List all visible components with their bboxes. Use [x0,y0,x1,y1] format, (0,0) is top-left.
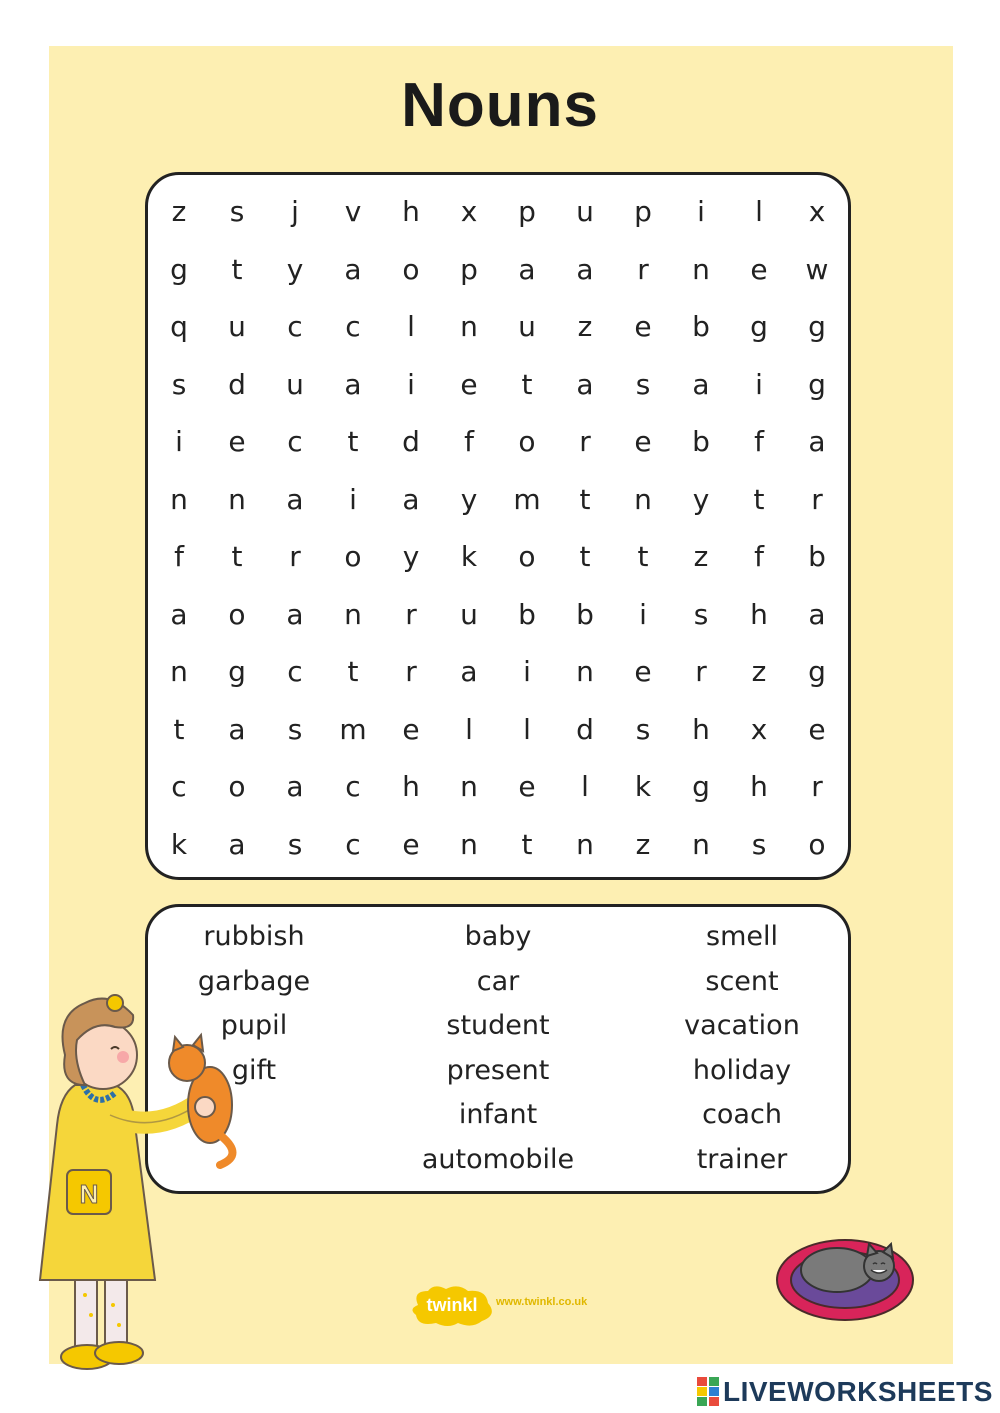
word-list-item: scent [705,965,779,997]
grid-letter[interactable]: m [339,712,367,746]
grid-letter[interactable]: t [753,482,765,516]
grid-letter[interactable]: d [576,712,594,746]
word-list-item: rubbish [203,921,305,952]
grid-letter[interactable]: t [231,252,243,286]
grid-letter[interactable]: a [344,367,362,401]
grid-letter[interactable]: h [402,770,420,804]
grid-letter[interactable]: g [808,310,826,344]
grid-letter[interactable]: x [750,712,768,746]
grid-letter[interactable]: z [635,827,651,861]
grid-letter[interactable]: j [291,195,299,229]
grid-letter[interactable]: a [808,425,826,459]
grid-letter[interactable]: n [692,827,710,861]
grid-letter[interactable]: t [347,655,359,689]
grid-letter[interactable]: r [695,655,707,689]
liveworksheets-icon [697,1377,719,1407]
grid-letter[interactable]: y [692,482,710,516]
word-list-item: gift [231,1054,277,1086]
word-search-grid[interactable] [150,183,846,873]
word-list-item: automobile [421,1143,575,1175]
grid-letter[interactable]: k [170,827,188,861]
grid-letter[interactable]: c [287,425,303,459]
grid-letter[interactable]: o [518,425,536,459]
grid-letter[interactable]: g [692,770,710,804]
grid-letter[interactable]: r [811,770,823,804]
word-list-item: car [476,965,520,997]
grid-letter[interactable]: p [518,195,536,229]
grid-letter[interactable]: a [576,252,594,286]
grid-letter[interactable]: f [174,540,184,574]
grid-letter[interactable]: n [692,252,710,286]
grid-letter[interactable]: n [228,482,246,516]
word-list-item: present [446,1054,550,1086]
liveworksheets-watermark[interactable] [697,1376,993,1408]
grid-letter[interactable]: u [286,367,304,401]
grid-letter[interactable]: n [634,482,652,516]
grid-letter[interactable]: i [523,655,531,689]
grid-letter[interactable]: c [287,310,303,344]
grid-letter[interactable]: n [460,827,478,861]
grid-letter[interactable]: e [634,310,652,344]
grid-letter[interactable]: o [518,540,536,574]
grid-letter[interactable]: n [170,655,188,689]
grid-letter[interactable]: w [805,252,829,286]
grid-letter[interactable]: c [171,770,187,804]
grid-letter[interactable]: a [460,655,478,689]
liveworksheets-text: LIVEWORKSHEETS [723,1376,993,1407]
twinkl-url[interactable]: www.twinkl.co.uk [496,1296,588,1308]
grid-letter[interactable]: y [402,540,420,574]
grid-letter[interactable]: e [634,655,652,689]
grid-letter[interactable]: r [405,597,417,631]
grid-letter[interactable]: x [808,195,826,229]
grid-letter[interactable]: g [228,655,246,689]
grid-letter[interactable]: z [577,310,593,344]
page-title: Nouns [401,71,599,140]
grid-letter[interactable]: l [581,770,589,804]
grid-letter[interactable]: y [460,482,478,516]
grid-letter[interactable]: z [693,540,709,574]
grid-letter[interactable]: u [460,597,478,631]
grid-letter[interactable]: e [634,425,652,459]
grid-letter[interactable]: e [228,425,246,459]
word-list-column-3 [622,915,862,1182]
grid-letter[interactable]: n [576,655,594,689]
twinkl-logo-text: twinkl [426,1295,478,1315]
grid-letter[interactable]: f [754,425,764,459]
grid-letter[interactable]: h [402,195,420,229]
grid-letter[interactable]: c [287,655,303,689]
grid-letter[interactable]: n [170,482,188,516]
grid-letter[interactable]: o [228,597,246,631]
grid-letter[interactable]: q [170,310,188,344]
word-list-item: student [446,1010,550,1041]
grid-letter[interactable]: t [347,425,359,459]
grid-letter[interactable]: u [518,310,536,344]
grid-letter[interactable]: e [808,712,826,746]
grid-letter[interactable]: n [576,827,594,861]
grid-letter[interactable]: t [579,482,591,516]
grid-letter[interactable]: n [344,597,362,631]
grid-letter[interactable]: s [635,712,651,746]
grid-letter[interactable]: i [639,597,647,631]
grid-letter[interactable]: k [460,540,478,574]
grid-letter[interactable]: t [521,367,533,401]
grid-letter[interactable]: r [289,540,301,574]
grid-letter[interactable]: i [407,367,415,401]
grid-letter[interactable]: b [576,597,594,631]
word-list-item: trainer [696,1143,788,1175]
grid-letter[interactable]: b [518,597,536,631]
grid-letter[interactable]: h [750,770,768,804]
grid-letter[interactable]: d [228,367,246,401]
grid-letter[interactable]: f [464,425,474,459]
grid-letter[interactable]: a [286,482,304,516]
grid-letter[interactable]: r [811,482,823,516]
grid-letter[interactable]: a [228,712,246,746]
grid-letter[interactable]: f [754,540,764,574]
grid-letter[interactable]: r [579,425,591,459]
grid-letter[interactable]: a [286,770,304,804]
word-list-item: coach [702,1099,782,1130]
grid-letter[interactable]: e [402,712,420,746]
grid-letter[interactable]: v [344,195,362,229]
grid-letter[interactable]: c [345,310,361,344]
grid-letter[interactable]: a [170,597,188,631]
grid-letter[interactable]: i [755,367,763,401]
grid-letter[interactable]: m [513,482,541,516]
grid-letter[interactable]: g [750,310,768,344]
word-list-item: smell [706,921,778,952]
grid-letter[interactable]: t [637,540,649,574]
grid-letter[interactable]: s [171,367,187,401]
grid-letter[interactable]: z [171,195,187,229]
grid-letter[interactable]: h [750,597,768,631]
grid-letter[interactable]: y [286,252,304,286]
grid-letter[interactable]: a [518,252,536,286]
grid-letter[interactable]: p [634,195,652,229]
grid-letter[interactable]: x [460,195,478,229]
grid-letter[interactable]: s [287,712,303,746]
grid-letter[interactable]: d [402,425,420,459]
grid-letter[interactable]: l [523,712,531,746]
grid-letter[interactable]: a [808,597,826,631]
grid-letter[interactable]: c [345,827,361,861]
grid-letter[interactable]: a [286,597,304,631]
word-list-column-2 [378,915,618,1182]
grid-letter[interactable]: e [518,770,536,804]
grid-letter[interactable]: t [579,540,591,574]
grid-letter[interactable]: g [170,252,188,286]
grid-letter[interactable]: a [576,367,594,401]
grid-letter[interactable]: t [173,712,185,746]
grid-letter[interactable]: a [692,367,710,401]
grid-letter[interactable]: s [751,827,767,861]
grid-letter[interactable]: n [460,310,478,344]
grid-letter[interactable]: s [693,597,709,631]
grid-letter[interactable]: s [635,367,651,401]
grid-letter[interactable]: h [692,712,710,746]
grid-letter[interactable]: l [465,712,473,746]
grid-letter[interactable]: t [231,540,243,574]
grid-letter[interactable]: o [402,252,420,286]
grid-letter[interactable]: p [460,252,478,286]
grid-letter[interactable]: o [228,770,246,804]
word-list-item: garbage [197,965,311,997]
grid-letter[interactable]: s [229,195,245,229]
grid-letter[interactable]: g [808,367,826,401]
word-list-item: baby [464,921,532,952]
grid-letter[interactable]: u [576,195,594,229]
grid-letter[interactable]: u [228,310,246,344]
grid-letter[interactable]: k [634,770,652,804]
grid-letter[interactable]: s [287,827,303,861]
word-list-item: infant [458,1099,538,1130]
grid-letter[interactable]: b [808,540,826,574]
grid-letter[interactable]: n [460,770,478,804]
grid-letter[interactable]: z [751,655,767,689]
grid-letter[interactable]: i [175,425,183,459]
grid-letter[interactable]: l [407,310,415,344]
twinkl-logo [408,1283,496,1327]
grid-letter[interactable]: t [521,827,533,861]
grid-letter[interactable]: a [228,827,246,861]
grid-letter[interactable]: e [460,367,478,401]
grid-letter[interactable]: a [402,482,420,516]
apron-letter: N [79,1179,99,1209]
grid-letter[interactable]: l [755,195,763,229]
word-list-item: pupil [220,1010,288,1041]
grid-letter[interactable]: e [402,827,420,861]
grid-letter[interactable]: a [344,252,362,286]
grid-letter[interactable]: g [808,655,826,689]
grid-letter[interactable]: b [692,425,710,459]
cat-in-bed-illustration [775,1222,915,1322]
grid-letter[interactable]: e [750,252,768,286]
grid-letter[interactable]: b [692,310,710,344]
grid-letter[interactable]: c [345,770,361,804]
grid-letter[interactable]: o [344,540,362,574]
word-list-item: vacation [684,1010,800,1041]
grid-letter[interactable]: r [405,655,417,689]
girl-with-cat-illustration [15,985,255,1385]
grid-letter[interactable]: r [637,252,649,286]
grid-letter[interactable]: i [697,195,705,229]
grid-letter[interactable]: i [349,482,357,516]
word-list-item: holiday [692,1054,792,1086]
grid-letter[interactable]: o [808,827,826,861]
